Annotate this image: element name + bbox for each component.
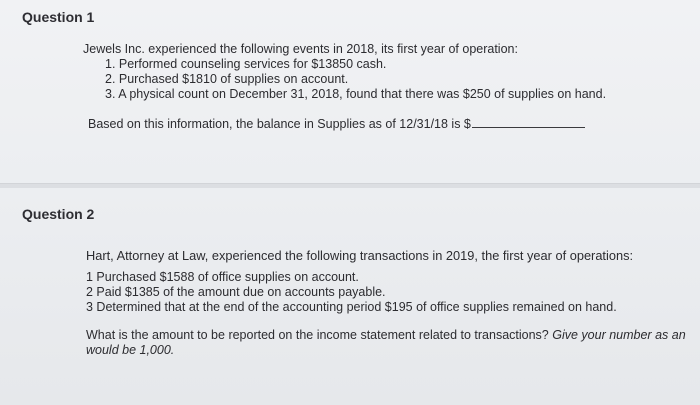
question-1-title: Question 1 bbox=[22, 9, 95, 25]
question-1-item: 2. Purchased $1810 of supplies on account. bbox=[105, 72, 349, 86]
question-2-prompt bbox=[86, 328, 686, 342]
question-2-prompt-instruction: Give your number as an bbox=[552, 328, 686, 342]
question-2-item: 2 Paid $1385 of the amount due on accounts payable. bbox=[86, 285, 386, 299]
answer-blank[interactable] bbox=[472, 115, 585, 128]
question-2-item: 3 Determined that at the end of the accounting period $195 of office supplies remained on hand. bbox=[86, 300, 617, 314]
question-1-panel bbox=[0, 0, 700, 183]
question-1-item: 1. Performed counseling services for $13850 cash. bbox=[105, 57, 387, 71]
question-1-item: 3. A physical count on December 31, 2018, found that there was $250 of supplies on hand. bbox=[105, 87, 607, 101]
question-2-title: Question 2 bbox=[22, 206, 95, 222]
question-2-intro: Hart, Attorney at Law, experienced the following transactions in 2019, the first year of operations: bbox=[86, 248, 634, 263]
question-2-panel bbox=[0, 188, 700, 405]
question-1-intro: Jewels Inc. experienced the following events in 2018, its first year of operation: bbox=[83, 42, 518, 56]
question-2-prompt-continued: would be 1,000. bbox=[86, 343, 175, 357]
question-2-prompt-text: What is the amount to be reported on the income statement related to transactions? bbox=[86, 328, 553, 342]
question-2-item: 1 Purchased $1588 of office supplies on account. bbox=[86, 270, 359, 284]
question-1-prompt: Based on this information, the balance in Supplies as of 12/31/18 is $ bbox=[88, 117, 471, 131]
question-1-prompt-row bbox=[88, 115, 585, 131]
